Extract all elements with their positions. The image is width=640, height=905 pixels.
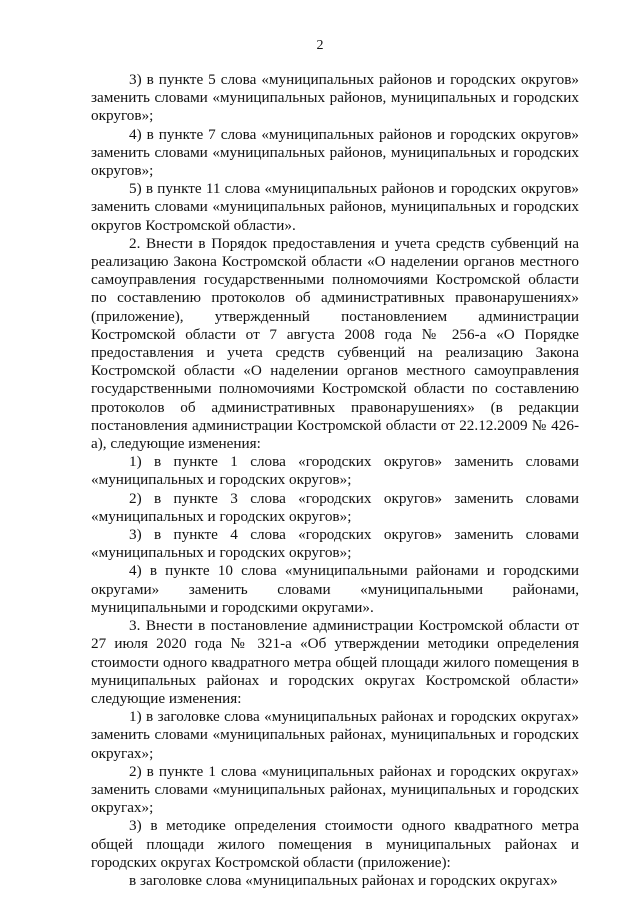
paragraph-section-3-item-3: 3) в методике определения стоимости одного квадратного метра общей площади жилого помещения в муниципальных районах и городских округах Костромской области (приложение):	[91, 817, 579, 871]
paragraph-section-2-item-2: 2) в пункте 3 слова «городских округов» заменить словами «муниципальных и городских округов»;	[91, 489, 579, 525]
paragraph-section-3-item-2: 2) в пункте 1 слова «муниципальных районах и городских округах» заменить словами «муниципальных районах, муниципальных и городских округах»;	[91, 762, 579, 817]
paragraph-amendment-4: 4) в пункте 7 слова «муниципальных районов и городских округов» заменить словами «муниципальных районов, муниципальных и городских округов»;	[91, 125, 579, 180]
paragraph-amendment-3: 3) в пункте 5 слова «муниципальных районов и городских округов» заменить словами «муниципальных районов, муниципальных и городских округов»;	[91, 71, 579, 125]
paragraph-section-3: 3. Внести в постановление администрации Костромской области от 27 июля 2020 года № 321-а «Об утверждении методики определения стоимости одного квадратного метра общей площади жилого помещения в муниципальных районах и городских округах Костромской области» следующие изменения:	[91, 617, 579, 707]
paragraph-section-2-item-1: 1) в пункте 1 слова «городских округов» заменить словами «муниципальных и городских округов»;	[91, 453, 579, 489]
paragraph-section-3-item-1: 1) в заголовке слова «муниципальных районах и городских округах» заменить словами «муниципальных районах, муниципальных и городских округах»;	[91, 708, 579, 762]
paragraph-amendment-5: 5) в пункте 11 слова «муниципальных районов и городских округов» заменить словами «муниципальных районов, муниципальных и городских округов Костромской области».	[91, 180, 579, 234]
paragraph-section-2-item-3: 3) в пункте 4 слова «городских округов» заменить словами «муниципальных и городских округов»;	[91, 526, 579, 562]
paragraph-section-3-item-3-sub: в заголовке слова «муниципальных районах и городских округах»	[129, 871, 558, 889]
page-number: 2	[316, 38, 324, 53]
paragraph-section-2-item-4: 4) в пункте 10 слова «муниципальными районами и городскими округами» заменить словами «муниципальными районами, муниципальными и городскими округами».	[91, 562, 579, 616]
document-body	[91, 71, 579, 890]
paragraph-section-2: 2. Внести в Порядок предоставления и учета средств субвенций на реализацию Закона Костромской области «О наделении органов местного самоуправления государственными полномочиями Костромской области по составлению протоколов об административных правонарушениях» (приложение), утвержденный постановлением администрации Костромской области от 7 августа 2008 года № 256-а «О Порядке предоставления и учета средств субвенций на реализацию Закона Костромской области «О наделении органов местного самоуправления государственными полномочиями Костромской области по составлению протоколов об административных правонарушениях» (в редакции постановления администрации Костромской области от 22.12.2009 № 426-а), следующие изменения:	[91, 234, 579, 453]
